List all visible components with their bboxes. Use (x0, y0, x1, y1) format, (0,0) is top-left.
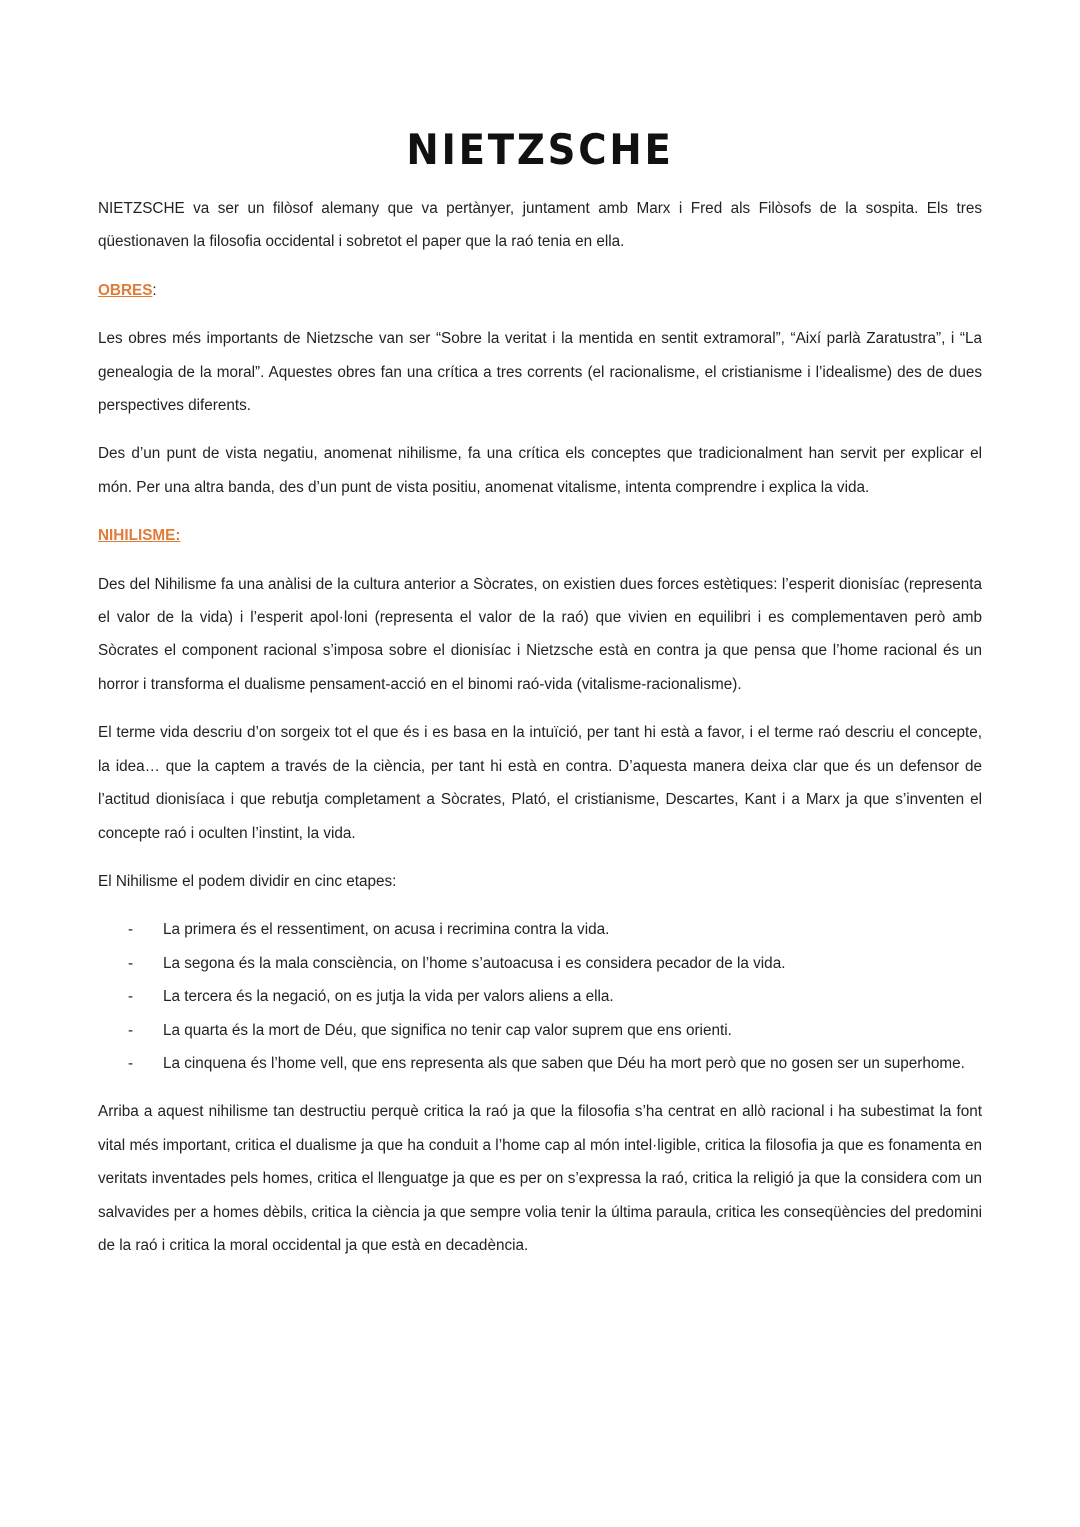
bullet-dash: - (128, 1054, 134, 1072)
nihilisme-paragraph: El Nihilisme el podem dividir en cinc etapes: (98, 872, 397, 890)
list-item (98, 913, 982, 946)
bullet-dash: - (128, 921, 134, 939)
bullet-dash: - (128, 988, 134, 1006)
stages-list (98, 913, 982, 1080)
nihilisme-paragraph: Des del Nihilisme fa una anàlisi de la cultura anterior a Sòcrates, on existien dues forces estètiques: l’esperit dionisíac (representa el valor de la vida) i l’esperit apol·loni (representa el valor de la raó) que vivien en equilibri i es complementaven però amb Sòcrates el component racional s’imposa sobre el dionisíac i Nietzsche està en contra ja que pensa que l’home racional és un horror i transforma el dualisme pensament-acció en el binomi raó-vida (vitalisme-racionalisme). (98, 575, 982, 693)
obres-paragraph: Les obres més importants de Nietzsche van ser “Sobre la veritat i la mentida en sentit extramoral”, “Així parlà Zaratustra”, i “La genealogia de la moral”. Aquestes obres fan una crítica a tres corrents (el racionalisme, el cristianisme i l’idealisme) des de dues perspectives diferents. (98, 330, 982, 415)
closing-paragraph: Arriba a aquest nihilisme tan destructiu perquè critica la raó ja que la filosofia s’ha centrat en allò racional i ha subestimat la font vital més important, critica el dualisme ja que ha conduit a l’home cap al món intel·ligible, critica la filosofia ja que es fonamenta en veritats inventades pels homes, critica el llenguatge ja que es per on s’expressa la raó, critica la religió ja que la considera com un salvavides per a homes dèbils, critica la ciència ja que sempre volia tenir la última paraula, critica les conseqüències del predomini de la raó i critica la moral occidental ja que està en decadència. (98, 1103, 982, 1254)
list-item-text: La quarta és la mort de Déu, que significa no tenir cap valor suprem que ens orienti. (163, 1021, 732, 1039)
document-body (98, 192, 982, 1277)
list-item (98, 947, 982, 980)
list-item (98, 980, 982, 1013)
bullet-dash: - (128, 954, 134, 972)
list-item-text: La cinquena és l’home vell, que ens representa als que saben que Déu ha mort però que no gosen ser un superhome. (163, 1054, 965, 1072)
list-item (98, 1014, 982, 1047)
section-heading-obres-label: OBRES (98, 281, 153, 299)
bullet-dash: - (128, 1021, 134, 1039)
section-heading-nihilisme-label: NIHILISME: (98, 527, 181, 545)
intro-paragraph: NIETZSCHE va ser un filòsof alemany que va pertànyer, juntament amb Marx i Fred als Filòsofs de la sospita. Els tres qüestionaven la filosofia occidental i sobretot el paper que la raó tenia en ella. (98, 200, 982, 251)
list-item-text: La tercera és la negació, on es jutja la vida per valors aliens a ella. (163, 988, 614, 1006)
page-title: NIETZSCHE (406, 125, 674, 174)
section-heading-nihilisme (98, 519, 982, 552)
list-item-text: La segona és la mala consciència, on l’home s’autoacusa i es considera pecador de la vida. (163, 954, 786, 972)
section-heading-obres (98, 274, 982, 307)
section-heading-obres-colon: : (152, 281, 157, 299)
list-item (98, 1047, 982, 1080)
nihilisme-paragraph: El terme vida descriu d’on sorgeix tot el que és i es basa en la intuïció, per tant hi està a favor, i el terme raó descriu el concepte, la idea… que la captem a través de la ciència, per tant hi està en contra. D’aquesta manera deixa clar que és un defensor de l’actitud dionisíaca i que rebutja completament a Sòcrates, Plató, el cristianisme, Descartes, Kant i a Marx ja que s’inventen el concepte raó i oculten l’instint, la vida. (98, 724, 982, 842)
list-item-text: La primera és el ressentiment, on acusa i recrimina contra la vida. (163, 921, 610, 939)
obres-paragraph: Des d’un punt de vista negatiu, anomenat nihilisme, fa una crítica els conceptes que tradicionalment han servit per explicar el món. Per una altra banda, des d’un punt de vista positiu, anomenat vitalisme, intenta comprendre i explica la vida. (98, 445, 982, 496)
